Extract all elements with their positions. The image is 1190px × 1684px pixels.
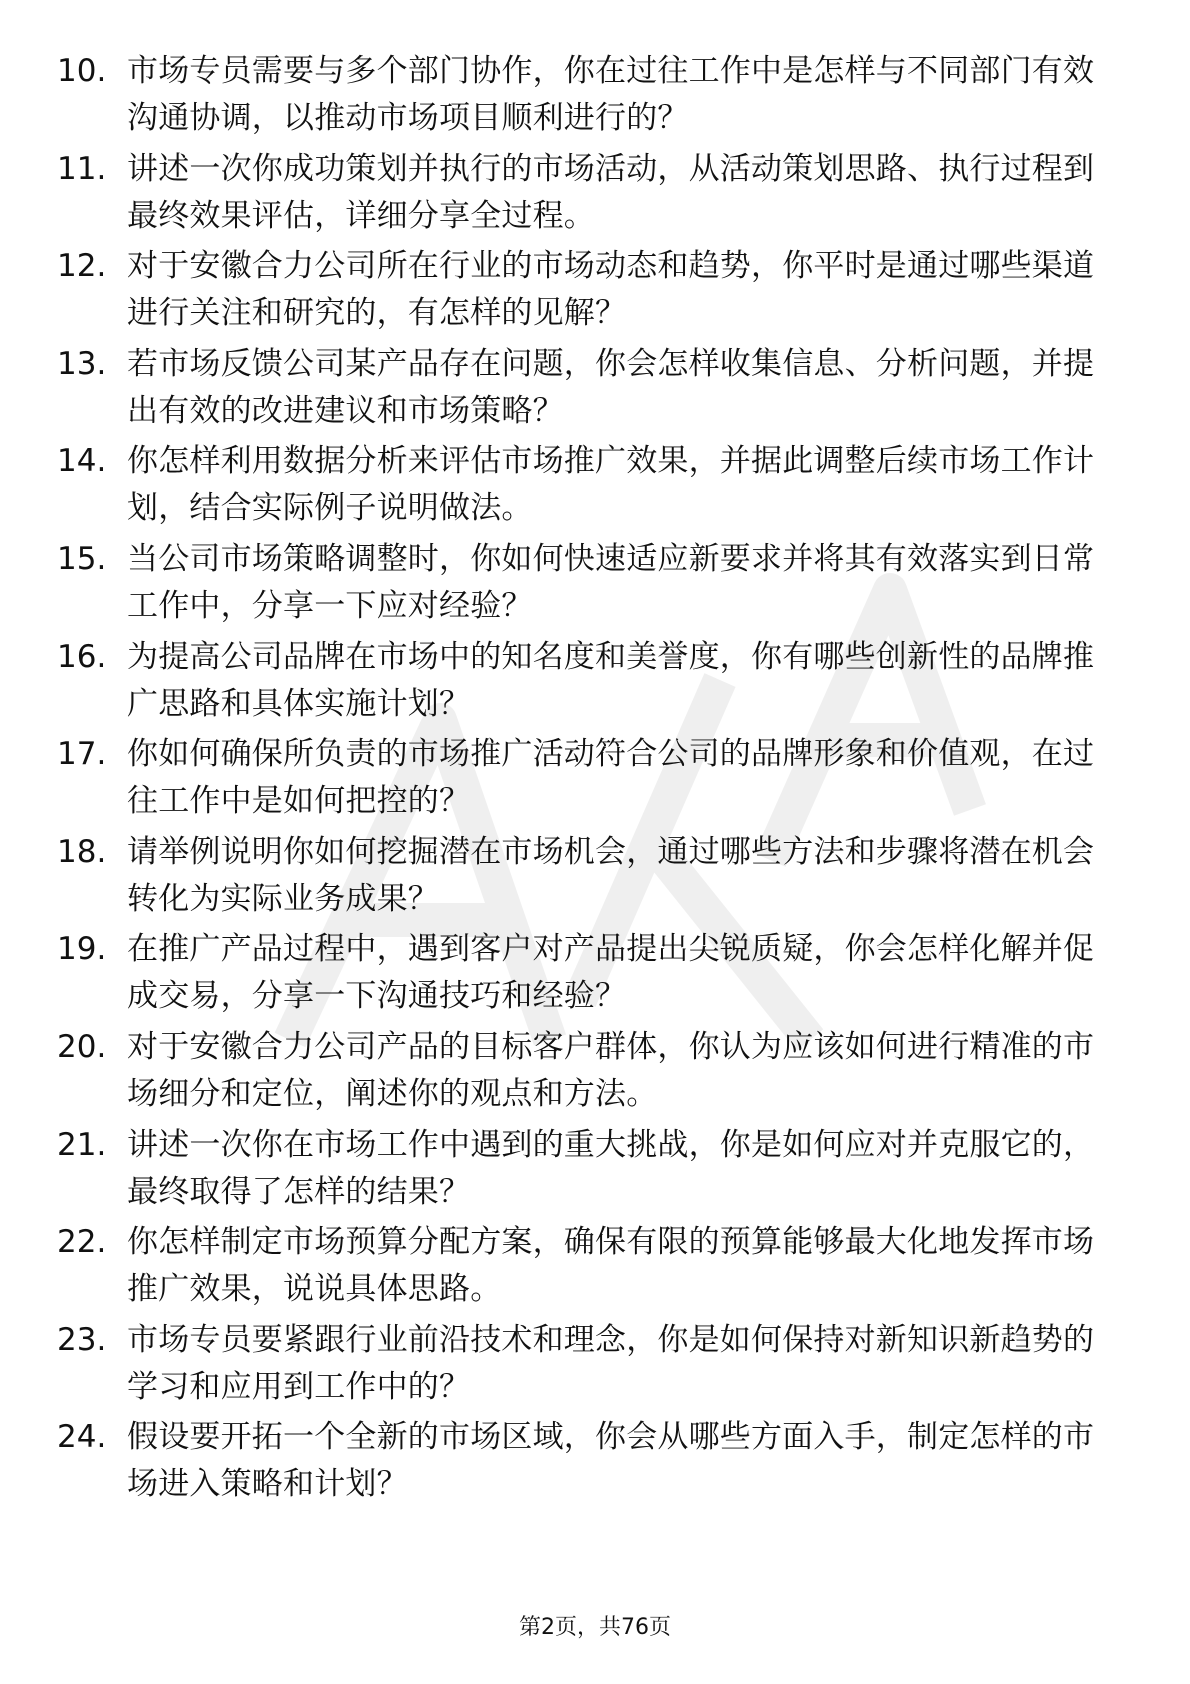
- question-text: 请举例说明你如何挖掘潜在市场机会，通过哪些方法和步骤将潜在机会转化为实际业务成果？: [127, 833, 1095, 917]
- question-item: [57, 1414, 1117, 1512]
- page-indicator: 第2页，共76页: [519, 1615, 671, 1640]
- question-number: 19.: [57, 931, 107, 968]
- question-text: 讲述一次你成功策划并执行的市场活动，从活动策划思路、执行过程到最终效果评估，详细分享全过程。: [127, 150, 1095, 234]
- question-text: 假设要开拓一个全新的市场区域，你会从哪些方面入手，制定怎样的市场进入策略和计划？: [127, 1419, 1095, 1503]
- question-text: 你怎样制定市场预算分配方案，确保有限的预算能够最大化地发挥市场推广效果，说说具体思路。: [127, 1224, 1095, 1308]
- question-item: [57, 48, 1117, 146]
- question-number: 15.: [57, 540, 107, 577]
- question-text: 若市场反馈公司某产品存在问题，你会怎样收集信息、分析问题，并提出有效的改进建议和市场策略？: [127, 345, 1095, 429]
- question-text: 市场专员要紧跟行业前沿技术和理念，你是如何保持对新知识新趋势的学习和应用到工作中的？: [127, 1321, 1095, 1405]
- question-text: 市场专员需要与多个部门协作，你在过往工作中是怎样与不同部门有效沟通协调，以推动市场项目顺利进行的？: [127, 53, 1095, 136]
- question-text: 你怎样利用数据分析来评估市场推广效果，并据此调整后续市场工作计划，结合实际例子说明做法。: [127, 443, 1095, 527]
- question-number: 24.: [57, 1419, 107, 1456]
- question-item: [57, 341, 1117, 439]
- question-list: [57, 48, 1117, 1512]
- question-item: [57, 1219, 1117, 1317]
- question-number: 22.: [57, 1224, 107, 1261]
- question-number: 14.: [57, 443, 107, 480]
- question-item: [57, 634, 1117, 732]
- question-number: 10.: [57, 53, 107, 89]
- question-number: 23.: [57, 1321, 107, 1358]
- question-number: 12.: [57, 248, 107, 285]
- question-text: 在推广产品过程中，遇到客户对产品提出尖锐质疑，你会怎样化解并促成交易，分享一下沟通技巧和经验？: [127, 931, 1095, 1015]
- question-item: [57, 1024, 1117, 1122]
- question-number: 21.: [57, 1126, 107, 1163]
- question-text: 当公司市场策略调整时，你如何快速适应新要求并将其有效落实到日常工作中，分享一下应对经验？: [127, 540, 1095, 624]
- question-item: [57, 146, 1117, 244]
- question-text: 你如何确保所负责的市场推广活动符合公司的品牌形象和价值观，在过往工作中是如何把控的？: [127, 736, 1095, 820]
- question-item: [57, 1122, 1117, 1220]
- question-text: 对于安徽合力公司所在行业的市场动态和趋势，你平时是通过哪些渠道进行关注和研究的，有怎样的见解？: [127, 248, 1095, 332]
- question-item: [57, 243, 1117, 341]
- question-number: 20.: [57, 1028, 107, 1065]
- question-text: 为提高公司品牌在市场中的知名度和美誉度，你有哪些创新性的品牌推广思路和具体实施计划？: [127, 638, 1095, 722]
- question-item: [57, 536, 1117, 634]
- question-number: 16.: [57, 638, 107, 675]
- question-text: 对于安徽合力公司产品的目标客户群体，你认为应该如何进行精准的市场细分和定位，阐述你的观点和方法。: [127, 1028, 1095, 1112]
- question-number: 18.: [57, 833, 107, 870]
- question-item: [57, 731, 1117, 829]
- question-text: 讲述一次你在市场工作中遇到的重大挑战，你是如何应对并克服它的，最终取得了怎样的结果？: [127, 1126, 1095, 1210]
- question-number: 17.: [57, 736, 107, 773]
- question-item: [57, 1317, 1117, 1415]
- question-item: [57, 926, 1117, 1024]
- question-number: 11.: [57, 150, 107, 187]
- question-item: [57, 438, 1117, 536]
- question-item: [57, 829, 1117, 927]
- question-number: 13.: [57, 345, 107, 382]
